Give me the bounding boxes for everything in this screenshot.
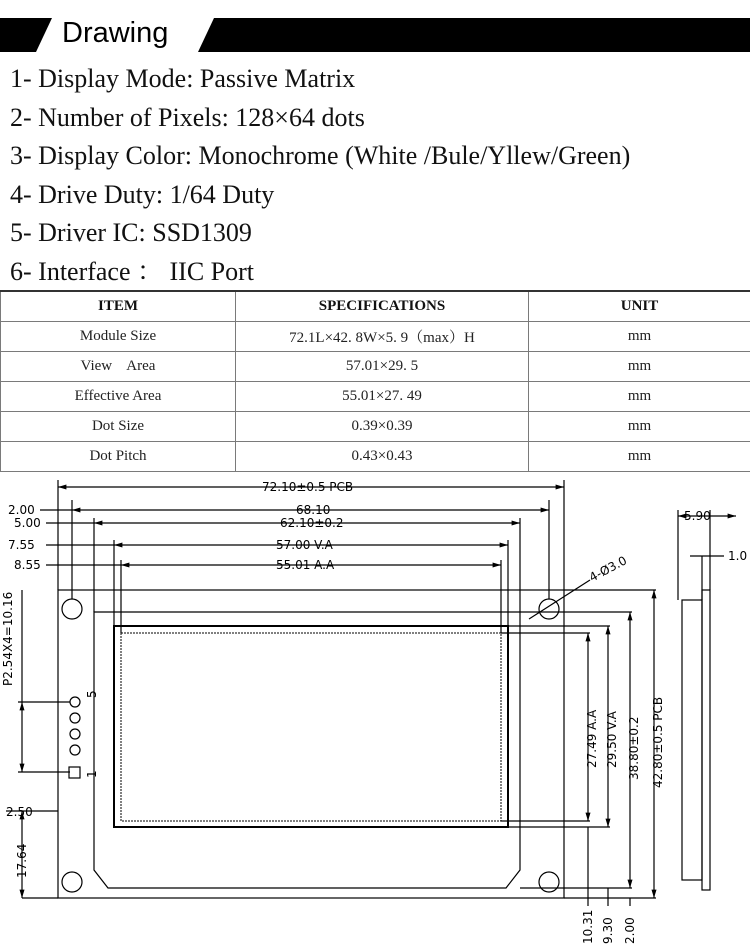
spec-table [0,290,750,472]
dim-hole-span: 68.10 [296,503,331,517]
dim-bezel-height: 38.80±0.2 [627,716,641,780]
cell-item: Dot Pitch [1,442,236,472]
cell-spec: 72.1L×42. 8W×5. 9（max）H [236,322,529,352]
cell-item: View Area [1,352,236,382]
hole-label: 4-Ø3.0 [586,553,630,585]
section-title: Drawing [62,17,169,49]
spec-item-color: 3- Display Color: Monochrome (White /Bule/Yllew/Green) [10,141,631,170]
dim-bezel-width: 62.10±0.2 [280,516,344,530]
dim-left-1: 2.00 [8,503,35,517]
mount-hole [62,872,82,892]
pin [70,697,80,707]
dim-aa-width: 55.01 A.A [276,558,335,572]
spec-item-driver: 5- Driver IC: SSD1309 [10,218,252,247]
dim-left-6: 17.64 [15,843,29,878]
spec-item-pixels: 2- Number of Pixels: 128×64 dots [10,102,365,132]
cell-spec: 0.39×0.39 [236,412,529,442]
dim-bottom-3: 2.00 [623,917,637,944]
dim-va-width: 57.00 V.A [276,538,333,552]
cell-spec: 55.01×27. 49 [236,382,529,412]
cell-spec: 57.01×29. 5 [236,352,529,382]
cell-unit: mm [529,442,750,472]
cell-spec: 0.43×0.43 [236,442,529,472]
pin-label-last: 5 [85,690,99,698]
dim-pcb-width: 72.10±0.5 PCB [262,480,354,494]
dim-left-5: 2.50 [6,805,33,819]
cell-unit: mm [529,382,750,412]
active-area [121,633,501,821]
dim-bottom-2: 9.30 [601,917,615,944]
dim-left-4: 8.55 [14,558,41,572]
side-view-pcb [702,590,710,890]
table-row [1,442,750,472]
dim-left-2: 5.00 [14,516,41,530]
cell-item: Dot Size [1,412,236,442]
dim-pcb-height: 42.80±0.5 PCB [651,696,665,788]
spec-item-interface: 6- Interface ： IIC Port [10,256,255,286]
dim-pcb-thickness: 1.0 [728,549,748,563]
bezel-outline [94,612,520,888]
view-area [114,626,508,827]
cell-item: Effective Area [1,382,236,412]
pcb-outline [58,590,564,898]
mount-hole [539,872,559,892]
spec-list [10,60,630,291]
cell-unit: mm [529,352,750,382]
cell-unit: mm [529,412,750,442]
dim-bottom-1: 10.31 [581,909,595,944]
pin [70,745,80,755]
cell-unit: mm [529,322,750,352]
pin [70,713,80,723]
table-row [1,412,750,442]
pin-square [69,767,80,778]
dim-va-height: 29.50 V.A [605,711,619,768]
pin-label-first: 1 [85,770,99,778]
dim-thickness: 5.90 [684,509,711,523]
dim-pin-pitch: P2.54X4=10.16 [1,591,15,686]
header-item: ITEM [1,291,236,322]
pin [70,729,80,739]
cell-item: Module Size [1,322,236,352]
table-row [1,382,750,412]
mechanical-drawing [0,470,750,946]
table-row [1,322,750,352]
table-header-row [1,291,750,322]
header-unit: UNIT [529,291,750,322]
dim-aa-height: 27.49 A.A [585,709,599,768]
spec-item-duty: 4- Drive Duty: 1/64 Duty [10,179,275,209]
dim-left-3: 7.55 [8,538,35,552]
spec-item-display-mode: 1- Display Mode: Passive Matrix [10,64,356,93]
table-row [1,352,750,382]
header-spec: SPECIFICATIONS [236,291,529,322]
side-view-body [682,600,702,880]
mount-hole [62,599,82,619]
